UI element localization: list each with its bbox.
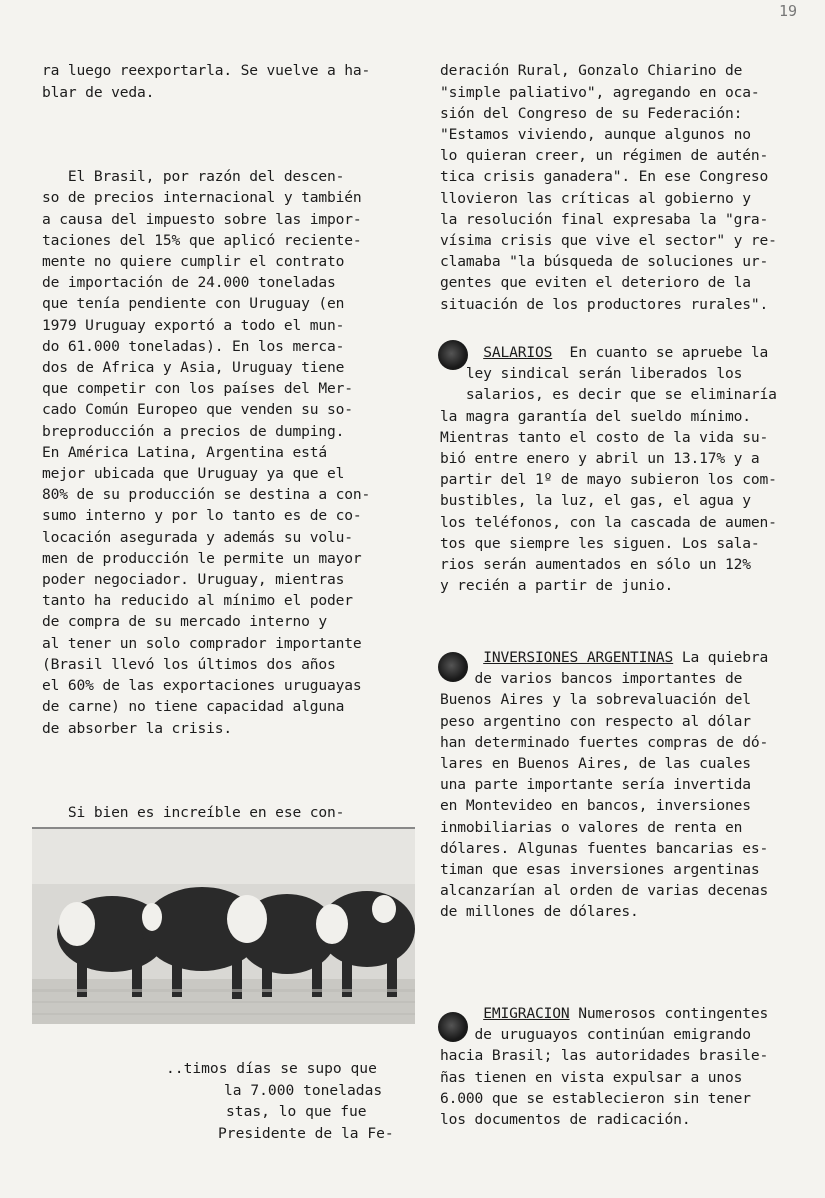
- right-column: [440, 18, 800, 357]
- photo-caption: ..timos días se supo que la 7.000 toneladas stas, lo que fue Presidente de la Fe-: [166, 1060, 394, 1142]
- paragraph-brasil: El Brasil, por razón del descen- so de precios internacional y también a causa del impuesto sobre las impor- taciones del 15% que aplicó reciente- mente no quiere cumplir el contrato de importación de 24.000 toneladas que tenía pendiente con Uruguay (en 1979 Uruguay exportó a todo el mun- do 61.000 toneladas). En los merca- dos de Africa y Asia, Uruguay tiene que competir con los países del Mer- cado Común Europeo que venden su so- breproducción a precios de dumping. En América Latina, Argentina está mejor ubicada que Uruguay ya que el 80% de su producción se destina a con- sumo interno y por lo tanto es de co- locación asegurada y además su volu- men de producción le permite un mayor poder negociador. Uruguay, mientras tanto ha reducido al mínimo el poder de compra de su mercado interno y al tener un solo comprador importante (Brasil llevó los últimos dos años el 60% de las exportaciones uruguayas de carne) no tiene capacidad alguna de absorber la crisis.: [42, 168, 371, 737]
- paragraph-federacion: deración Rural, Gonzalo Chiarino de "simple paliativo", agregando en oca- sión del Congreso de su Federación: "Estamos viviendo, aunque algunos no lo quieran creer, un régimen de autén- tica crisis ganadera". En ese Congreso llovieron las críticas al gobierno y la resolución final expresaba la "gra- vísima crisis que vive el sector" y re- clamaba "la búsqueda de soluciones ur- gentes que eviten el deterioro de la situación de los productores rurales".: [440, 62, 777, 313]
- page-number: 19: [778, 2, 797, 20]
- section-title-inversiones: INVERSIONES ARGENTINAS: [483, 649, 674, 666]
- section-inversiones: INVERSIONES ARGENTINAS La quiebra de varios bancos importantes de Buenos Aires y la sobrevaluación del peso argentino con respecto al dólar han determinado fuertes compras de dó- lares en Buenos Aires, de las cuales una parte importante sería invertida en Montevideo en bancos, inversiones inmobiliarias o valores de renta en dólares. Algunas fuentes bancarias es- timan que esas inversiones argentinas alcanzarían al orden de varias decenas de millones de dólares.: [440, 649, 769, 921]
- paragraph-veda: Si bien es increíble en ese con-: [42, 804, 345, 822]
- paragraph-1: ra luego reexportarla. Se vuelve a ha- blar de veda.: [42, 62, 371, 101]
- cattle-photo: [32, 827, 415, 1024]
- section-title-salarios: SALARIOS: [483, 344, 553, 361]
- section-emigracion: EMIGRACION Numerosos contingentes de uruguayos continúan emigrando hacia Brasil; las autoridades brasile- ñas tienen en vista expulsar a unos 6.000 que se establecieron sin tener los documentos de radicación.: [440, 1005, 769, 1129]
- section-title-emigracion: EMIGRACION: [483, 1005, 570, 1022]
- section-salarios: SALARIOS En cuanto se apruebe la ley sindical serán liberados los salarios, es decir que se eliminaría la magra garantía del sueldo mínimo. Mientras tanto el costo de la vida su- bió entre enero y abril un 13.17% y a partir del 1º de mayo subieron los com- bustibles, la luz, el gas, el agua y los teléfonos, con la cascada de aumen- tos que siempre les siguen. Los sala- rios serán aumentados en sólo un 12% y recién a partir de junio.: [440, 344, 777, 595]
